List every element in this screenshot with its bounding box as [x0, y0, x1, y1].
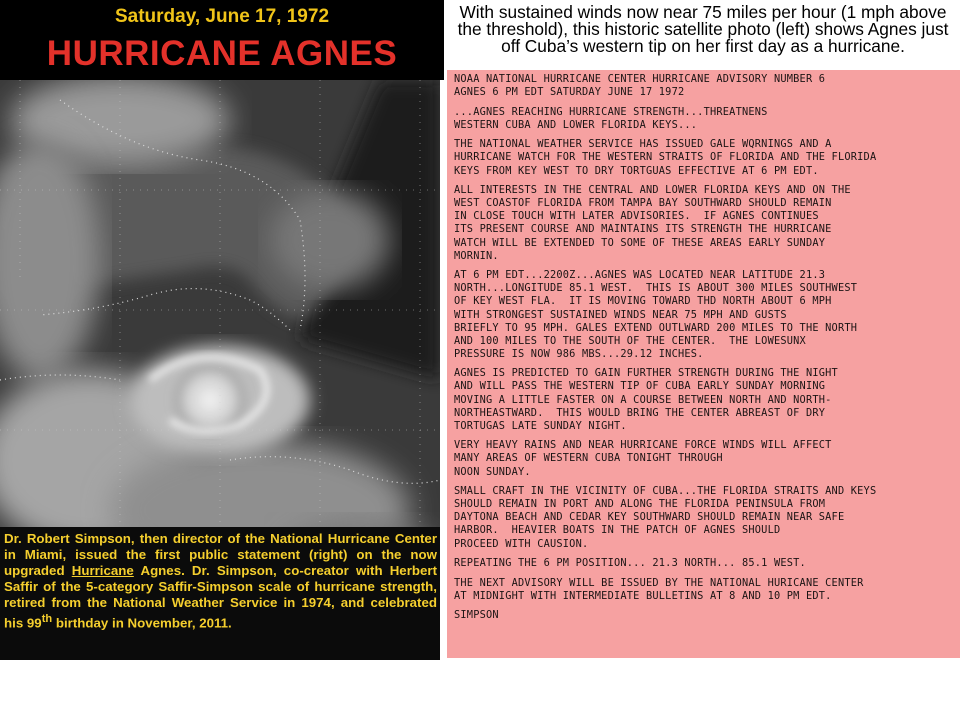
advisory-paragraph: ALL INTERESTS IN THE CENTRAL AND LOWER FLORIDA KEYS AND ON THE WEST COASTOF FLORIDA FROM TAMPA BAY SOUTHWARD SHOULD REMAIN IN CLOSE TOUCH WITH LATER ADVISORIES. IF AGNES CONTINUES ITS PRESENT COURSE AND MAINTAINS ITS STRENGTH THE HURRICANE WATCH WILL BE EXTENDED TO SOME OF THESE AREAS EARLY SUNDAY MORNIN.: [454, 184, 851, 262]
hurricane-advisory: [447, 70, 960, 658]
advisory-paragraph: AT 6 PM EDT...2200Z...AGNES WAS LOCATED NEAR LATITUDE 21.3 NORTH...LONGITUDE 85.1 WEST. THIS IS ABOUT 300 MILES SOUTHWEST OF KEY WEST FLA. IT IS MOVING TOWARD THD NORTH ABOUT 6 MPH WITH STRONGEST SUSTAINED WINDS NEAR 75 MPH AND GUSTS BRIEFLY TO 95 MPH. GALES EXTEND OUTLWARD 200 MILES TO THE NORTH AND 100 MILES TO THE SOUTH OF THE CENTER. THE LOWESUNX PRESSURE IS NOW 986 MBS...29.12 INCHES.: [454, 269, 858, 360]
photo-caption: [446, 4, 960, 68]
advisory-paragraph: ...AGNES REACHING HURRICANE STRENGTH...THREATNENS WESTERN CUBA AND LOWER FLORIDA KEYS...: [454, 105, 768, 131]
advisory-paragraph: THE NATIONAL WEATHER SERVICE HAS ISSUED GALE WQRNINGS AND A HURRICANE WATCH FOR THE WESTERN STRAITS OF FLORIDA AND THE FLORIDA KEYS FROM KEY WEST TO DRY TORTGUAS EFFECTIVE AT 6 PM EDT.: [454, 138, 877, 177]
date-heading: Saturday, June 17, 1972: [114, 6, 330, 27]
page-title: HURRICANE AGNES: [46, 34, 398, 73]
bio-text: Dr. Robert Simpson, then director of the National Hurricane Center in Miami, issued the first public statement (right) on the now upgraded: [4, 531, 437, 578]
caption-line: off Cuba’s western tip on her first day as a hurricane.: [501, 36, 905, 56]
advisory-paragraph: REPEATING THE 6 PM POSITION... 21.3 NORTH... 85.1 WEST.: [454, 557, 806, 570]
advisory-paragraph: VERY HEAVY RAINS AND NEAR HURRICANE FORCE WINDS WILL AFFECT MANY AREAS OF WESTERN CUBA TONIGHT THROUGH NOON SUNDAY.: [454, 439, 832, 478]
advisory-paragraph: NOAA NATIONAL HURRICANE CENTER HURRICANE ADVISORY NUMBER 6 AGNES 6 PM EDT SATURDAY JUNE 17 1972: [454, 73, 826, 99]
bio-text: birthday in November, 2011.: [52, 615, 232, 631]
title-block: [0, 0, 444, 80]
advisory-signature: SIMPSON: [454, 609, 499, 622]
bio-text: Agnes. Dr. Simpson, co-creator with Herbert Saffir of the 5-category Saffir-Simpson scale of hurricane strength, retired from the National Weather Service in 1974, and celebrated his 99: [4, 563, 437, 631]
caption-line: the threshold), this historic satellite photo (left) shows Agnes just: [457, 19, 949, 39]
advisory-paragraph: SMALL CRAFT IN THE VICINITY OF CUBA...THE FLORIDA STRAITS AND KEYS SHOULD REMAIN IN PORT AND ALONG THE FLORIDA PENINSULA FROM DAYTONA BEACH AND CEDAR KEY SOUTHWARD SHOULD REMAIN NEAR SAFE HARBOR. HEAVIER BOATS IN THE PATCH OF AGNES SHOULD PROCEED WITH CAUSION.: [454, 485, 877, 550]
advisory-paragraph: AGNES IS PREDICTED TO GAIN FURTHER STRENGTH DURING THE NIGHT AND WILL PASS THE WESTERN TIP OF CUBA EARLY SUNDAY MORNING MOVING A LITTLE FASTER ON A COURSE BETWEEN NORTH AND NORTH- NORTHEASTWARD. THIS WOULD BRING THE CENTER ABREAST OF DRY TORTUGAS LATE SUNDAY NIGHT.: [454, 367, 838, 432]
caption-line: With sustained winds now near 75 miles per hour (1 mph above: [459, 2, 947, 22]
bio-underlined-word: Hurricane: [71, 563, 134, 578]
bio-text-box: [0, 527, 440, 660]
bio-paragraph: [4, 531, 437, 631]
bio-superscript: th: [41, 613, 53, 625]
advisory-paragraph: THE NEXT ADVISORY WILL BE ISSUED BY THE NATIONAL HURICANE CENTER AT MIDNIGHT WITH INTERMEDIATE BULLETINS AT 8 AND 10 PM EDT.: [454, 576, 864, 602]
